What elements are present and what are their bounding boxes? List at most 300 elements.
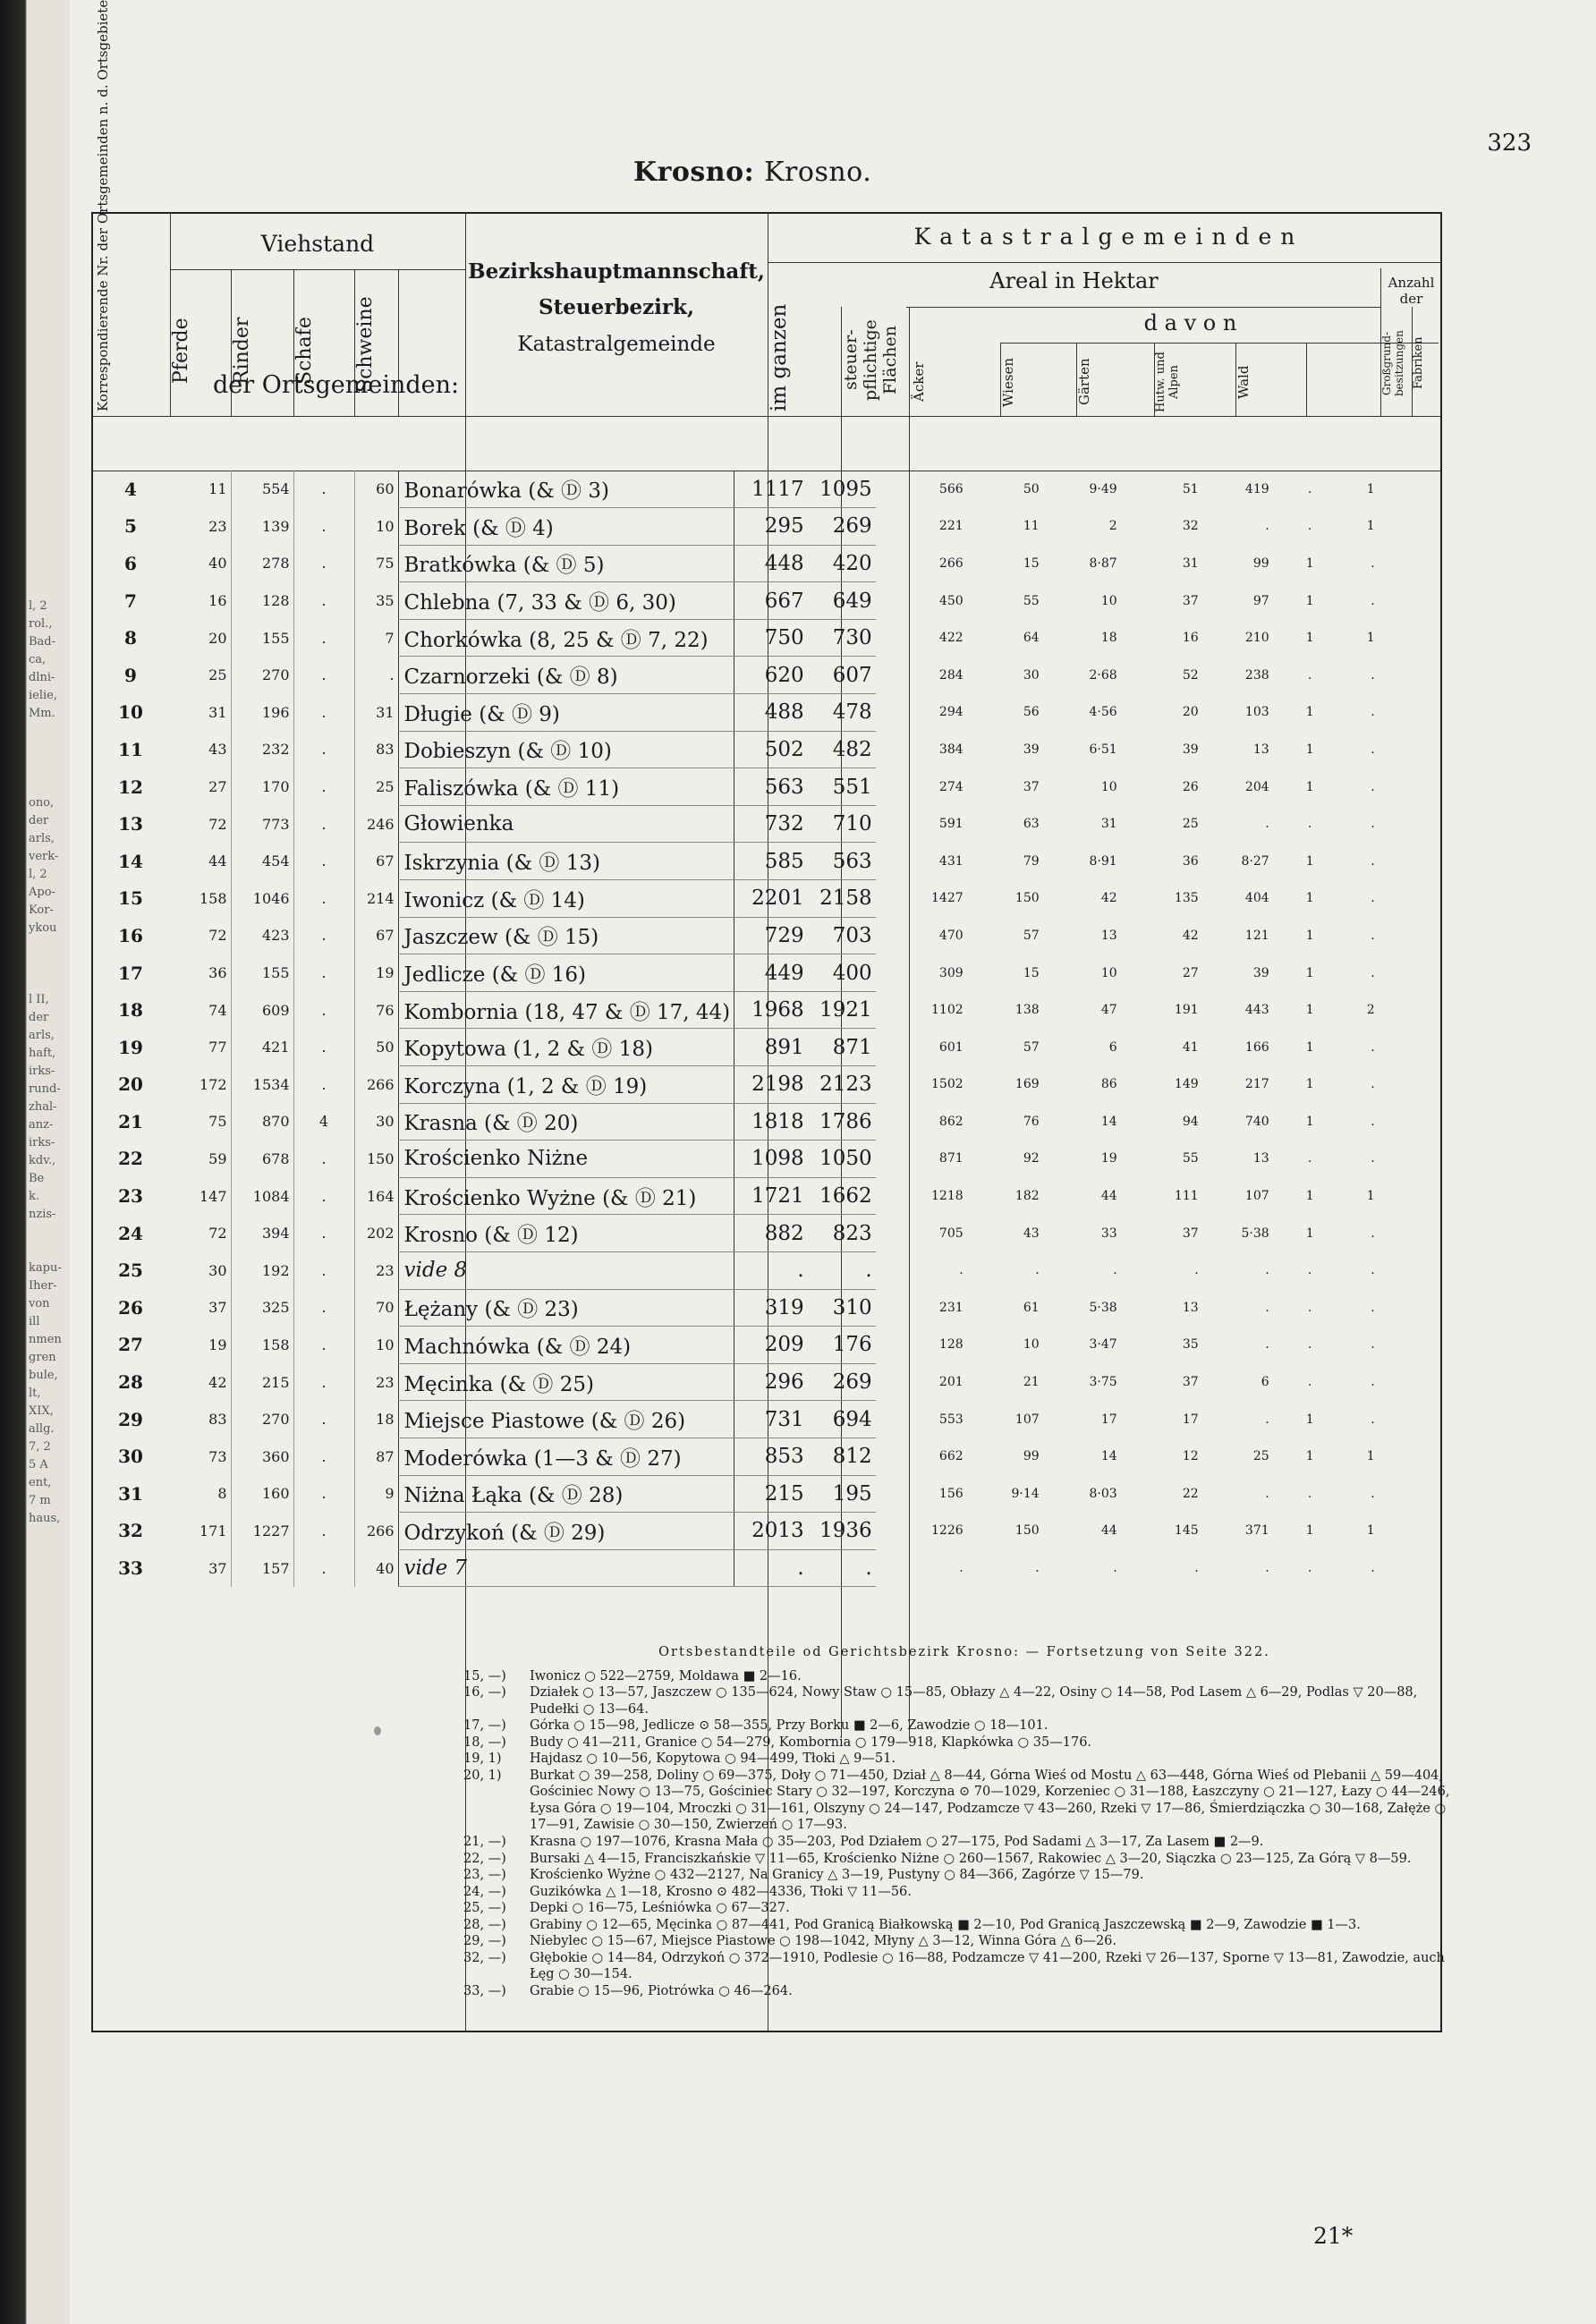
cell-sw: 40 — [376, 1559, 395, 1577]
data-table — [91, 471, 1409, 1587]
cell-wald: 13 — [1252, 1151, 1269, 1166]
cell-wie: 92 — [1023, 1151, 1040, 1166]
cell-wald: 217 — [1244, 1077, 1269, 1092]
cell-wald: . — [1265, 1412, 1269, 1427]
cell-ri: 423 — [231, 917, 293, 954]
cell-pf: 27 — [170, 768, 231, 806]
cell-steuer: 703 — [808, 917, 876, 954]
cell-name: Machnówka (& Ⓓ 24) — [398, 1327, 734, 1364]
cell-steuer: 649 — [808, 582, 876, 620]
table-row — [91, 1215, 1409, 1252]
cell-pf: 74 — [170, 991, 231, 1029]
cell-pf: 40 — [170, 545, 231, 582]
cell-fab: . — [1371, 1114, 1375, 1129]
note-text: Burkat ○ 39—258, Doliny ○ 69—375, Doły ○ 71—450, Dział △ 8—44, Górna Wieś od Mostu △ 63—448, Górna Wieś od Plebanii △ 59—404, Gościniec Nowy ○ 13—75, Gościniec Stary ○ 32—197, Korczyna ⊙ 70—1029, Korzeniec ○ 31—188, Łaszczyny ○ 21—127, Łazy ○ 44—246, Łysa Góra ○ 19—104, Mroczki ○ 31—161, Olszyny ○ 24—147, Podzamcze ▽ 43—260, Rzeki ▽ 17—86, Śmierdziączka ○ 30—168, Załęże ○ 17—91, Zawisie ○ 30—150, Zwierzeń ○ 17—93. — [530, 1768, 1450, 1833]
note-text: Grabiny ○ 12—65, Męcinka ○ 87—441, Pod Granicą Białkowską ■ 2—10, Pod Granicą Jaszczewską ■ 2—9, Zawodzie ■ 1—3. — [530, 1917, 1361, 1932]
cell-wald: . — [1265, 1486, 1269, 1501]
cell-wald: . — [1265, 1337, 1269, 1353]
cell-ri: 421 — [231, 1029, 293, 1066]
davon-header: d a v o n — [1143, 310, 1237, 335]
margin-scrap-text: ielie, — [29, 689, 57, 702]
cell-sw: 150 — [366, 1149, 395, 1167]
cell-ganzen: 563 — [734, 768, 808, 806]
cell-gro: 1 — [1305, 1003, 1314, 1018]
table-row — [91, 1549, 1409, 1587]
note-key: 32, —) — [463, 1950, 506, 1965]
cell-ganzen: 295 — [734, 508, 808, 546]
note-line — [463, 1735, 1465, 1751]
cell-fab: . — [1371, 1226, 1375, 1241]
cell-gro: 1 — [1305, 556, 1314, 571]
cell-gro: . — [1307, 1337, 1312, 1353]
cell-fab: . — [1371, 1263, 1375, 1278]
cell-sw: 246 — [366, 815, 395, 833]
note-text: Hajdasz ○ 10—56, Kopytowa ○ 94—499, Tłoki △ 9—51. — [530, 1751, 896, 1767]
cell-gro: 1 — [1305, 1189, 1314, 1204]
cell-ganzen: 2198 — [734, 1066, 808, 1104]
cell-gar: 33 — [1100, 1226, 1117, 1241]
margin-scrap-text: haft, — [29, 1047, 56, 1060]
cell-wie: 11 — [1023, 519, 1040, 534]
cell-ganzen: . — [734, 1549, 808, 1587]
cell-hut: 145 — [1174, 1523, 1199, 1539]
cell-sw: 31 — [376, 703, 395, 721]
cell-gar: 86 — [1100, 1077, 1117, 1092]
cell-gro: 1 — [1305, 1412, 1314, 1427]
cell-gro: . — [1307, 1300, 1312, 1315]
cell-hut: 13 — [1182, 1300, 1199, 1315]
cell-ack: 231 — [938, 1300, 964, 1315]
cell-sc: . — [293, 954, 354, 992]
margin-scrap-text: anz- — [29, 1118, 54, 1132]
cell-name: vide 8 — [398, 1251, 734, 1289]
note-key: 33, —) — [463, 1983, 506, 1998]
cell-ri: 160 — [231, 1475, 293, 1513]
cell-name: Krościenko Wyżne (& Ⓓ 21) — [398, 1177, 734, 1215]
cell-sc: . — [293, 619, 354, 657]
cell-ganzen: 449 — [734, 954, 808, 992]
table-row — [91, 657, 1409, 694]
cell-steuer: 823 — [808, 1215, 876, 1252]
cell-fab: . — [1371, 556, 1375, 571]
cell-gar: 14 — [1100, 1114, 1117, 1129]
cell-wald: . — [1265, 519, 1269, 534]
cell-pf: 25 — [170, 657, 231, 694]
cell-sc: . — [293, 1141, 354, 1178]
cell-pf: 59 — [170, 1141, 231, 1178]
cell-ack: 284 — [938, 667, 964, 683]
cell-nr: 24 — [118, 1222, 143, 1244]
margin-scrap-text: l II, — [29, 993, 49, 1006]
cell-sc: . — [293, 545, 354, 582]
cell-wie: 79 — [1023, 853, 1040, 869]
margin-scrap-text: arls, — [29, 1029, 55, 1042]
cell-ganzen: 215 — [734, 1475, 808, 1513]
cell-wald: 25 — [1252, 1449, 1269, 1464]
cell-gro: . — [1307, 1263, 1312, 1278]
rinder-header: Rinder — [231, 317, 253, 386]
cell-nr: 19 — [118, 1036, 143, 1058]
cell-wie: 9·14 — [1011, 1486, 1040, 1501]
cell-ack: 1218 — [931, 1189, 964, 1204]
cell-name: Chlebna (7, 33 & Ⓓ 6, 30) — [398, 582, 734, 620]
cell-sw: 18 — [376, 1411, 395, 1429]
cell-nr: 8 — [124, 627, 137, 649]
margin-scrap-text: gren — [29, 1351, 56, 1364]
cell-nr: 14 — [118, 850, 143, 872]
cell-pf: 42 — [170, 1363, 231, 1401]
cell-wie: 138 — [1014, 1003, 1040, 1018]
pferde-header: Pferde — [170, 318, 192, 385]
cell-gro: . — [1307, 1561, 1312, 1576]
cell-ri: 270 — [231, 657, 293, 694]
margin-scrap-text: Apo- — [29, 886, 55, 899]
cell-pf: 44 — [170, 843, 231, 880]
cell-gro: 1 — [1305, 1449, 1314, 1464]
korr-nr-header: Korrespondierende Nr. der Ortsgemeinden n. d. Ortsgebiete — [95, 0, 111, 411]
cell-wie: 63 — [1023, 817, 1040, 832]
cell-wie: . — [1035, 1263, 1040, 1278]
cell-fab: 1 — [1366, 1523, 1375, 1539]
cell-name: Głowienka — [398, 805, 734, 843]
cell-sw: 23 — [376, 1373, 395, 1391]
cell-nr: 21 — [118, 1110, 143, 1132]
cell-steuer: 730 — [808, 619, 876, 657]
cell-gar: 6·51 — [1089, 742, 1117, 757]
cell-ri: 155 — [231, 954, 293, 992]
cell-fab: 1 — [1366, 481, 1375, 496]
cell-nr: 12 — [118, 776, 143, 798]
cell-fab: . — [1371, 593, 1375, 608]
cell-gar: 14 — [1100, 1449, 1117, 1464]
cell-ri: 1227 — [231, 1513, 293, 1550]
cell-nr: 30 — [118, 1446, 143, 1468]
cell-hut: 32 — [1182, 519, 1199, 534]
table-row — [91, 805, 1409, 843]
cell-steuer: 1921 — [808, 991, 876, 1029]
cell-sc: . — [293, 1401, 354, 1438]
cell-wald: 13 — [1252, 742, 1269, 757]
cell-ri: 158 — [231, 1327, 293, 1364]
cell-steuer: 812 — [808, 1438, 876, 1475]
note-text: Budy ○ 41—211, Granice ○ 54—279, Kombornia ○ 179—918, Klapkówka ○ 35—176. — [530, 1735, 1092, 1750]
cell-fab: 1 — [1366, 1449, 1375, 1464]
cell-wie: 15 — [1023, 965, 1040, 980]
wald-header: Wald — [1235, 365, 1252, 399]
running-head-bold: Krosno: — [633, 157, 755, 188]
cell-fab: . — [1371, 1077, 1375, 1092]
cell-gro: . — [1307, 1151, 1312, 1166]
cell-wie: 107 — [1014, 1412, 1040, 1427]
cell-gro: 1 — [1305, 1226, 1314, 1241]
cell-nr: 32 — [118, 1520, 143, 1542]
note-text: Depki ○ 16—75, Leśniówka ○ 67—327. — [530, 1901, 790, 1916]
table-row — [91, 508, 1409, 546]
cell-steuer: 478 — [808, 694, 876, 732]
cell-ganzen: 731 — [734, 1401, 808, 1438]
cell-ri: 870 — [231, 1103, 293, 1141]
cell-wald: 210 — [1244, 631, 1269, 646]
cell-ganzen: 1117 — [734, 471, 808, 508]
cell-nr: 6 — [124, 552, 137, 574]
cell-ri: 394 — [231, 1215, 293, 1252]
cell-pf: 8 — [170, 1475, 231, 1513]
cell-ri: 773 — [231, 805, 293, 843]
page-number: 323 — [1487, 130, 1532, 157]
table-row — [91, 731, 1409, 768]
table-row — [91, 1513, 1409, 1550]
note-line — [463, 1668, 1465, 1685]
cell-fab: . — [1371, 891, 1375, 906]
cell-wald: 443 — [1244, 1003, 1269, 1018]
cell-wie: 37 — [1023, 779, 1040, 794]
cell-name: Kopytowa (1, 2 & Ⓓ 18) — [398, 1029, 734, 1066]
note-text: Niebylec ○ 15—67, Miejsce Piastowe ○ 198—1042, Młyny △ 3—12, Winna Góra △ 6—26. — [530, 1934, 1117, 1949]
cell-pf: 11 — [170, 471, 231, 508]
cell-nr: 7 — [124, 589, 137, 612]
cell-name: Bonarówka (& Ⓓ 3) — [398, 471, 734, 508]
cell-name: Iskrzynia (& Ⓓ 13) — [398, 843, 734, 880]
cell-nr: 31 — [118, 1482, 143, 1505]
cell-ri: 128 — [231, 582, 293, 620]
cell-steuer: 1786 — [808, 1103, 876, 1141]
note-key: 24, —) — [463, 1884, 506, 1899]
cell-wie: 150 — [1014, 1523, 1040, 1539]
cell-name: Jedlicze (& Ⓓ 16) — [398, 954, 734, 992]
cell-sc: . — [293, 991, 354, 1029]
cell-steuer: 176 — [808, 1327, 876, 1364]
cell-gar: 10 — [1100, 965, 1117, 980]
cell-pf: 83 — [170, 1401, 231, 1438]
cell-gro: 1 — [1305, 779, 1314, 794]
margin-scrap-text: 5 A — [29, 1458, 48, 1472]
katastral-header: K a t a s t r a l g e m e i n d e n — [913, 224, 1296, 250]
cell-sw: 7 — [385, 629, 395, 647]
cell-name: Krosno (& Ⓓ 12) — [398, 1215, 734, 1252]
cell-fab: . — [1371, 1486, 1375, 1501]
cell-hut: 149 — [1174, 1077, 1199, 1092]
cell-sw: 23 — [376, 1261, 395, 1279]
margin-scrap-text: nmen — [29, 1333, 62, 1346]
cell-sc: . — [293, 694, 354, 732]
cell-gro: 1 — [1305, 1114, 1314, 1129]
table-row — [91, 1289, 1409, 1327]
margin-scrap-text: von — [29, 1297, 50, 1310]
table-row — [91, 545, 1409, 582]
cell-ganzen: 319 — [734, 1289, 808, 1327]
bezirk-header: Bezirkshauptmannschaft, — [468, 259, 765, 284]
cell-wie: 56 — [1023, 705, 1040, 720]
note-line — [463, 1950, 1465, 1983]
cell-fab: . — [1371, 1300, 1375, 1315]
aecker-header: Äcker — [911, 361, 927, 403]
running-head-text: Krosno. — [764, 157, 872, 188]
cell-wald: 740 — [1244, 1114, 1269, 1129]
cell-hut: 37 — [1182, 1375, 1199, 1390]
cell-fab: 1 — [1366, 631, 1375, 646]
cell-pf: 30 — [170, 1251, 231, 1289]
cell-ack: 1427 — [931, 891, 964, 906]
margin-scrap-text: kdv., — [29, 1154, 56, 1167]
note-key: 21, —) — [463, 1835, 506, 1850]
cell-steuer: . — [808, 1251, 876, 1289]
cell-gar: 17 — [1100, 1412, 1117, 1427]
table-row — [91, 1177, 1409, 1215]
cell-gar: 8·91 — [1089, 853, 1117, 869]
cell-pf: 77 — [170, 1029, 231, 1066]
cell-ri: 232 — [231, 731, 293, 768]
cell-gar: 3·75 — [1089, 1375, 1117, 1390]
cell-pf: 31 — [170, 694, 231, 732]
cell-ack: 309 — [938, 965, 964, 980]
margin-scrap-text: Mm. — [29, 707, 55, 720]
cell-ganzen: 448 — [734, 545, 808, 582]
cell-wie: 99 — [1023, 1449, 1040, 1464]
cell-name: Krościenko Niżne — [398, 1141, 734, 1178]
cell-ri: 554 — [231, 471, 293, 508]
margin-scrap-text: verk- — [29, 850, 59, 863]
cell-wald: 107 — [1244, 1189, 1269, 1204]
cell-name: Miejsce Piastowe (& Ⓓ 26) — [398, 1401, 734, 1438]
cell-gar: 47 — [1100, 1003, 1117, 1018]
kat-header: Katastralgemeinde — [517, 333, 716, 356]
margin-scrap-text: irks- — [29, 1064, 55, 1078]
cell-steuer: 607 — [808, 657, 876, 694]
note-line — [463, 1867, 1465, 1884]
cell-gar: 44 — [1100, 1523, 1117, 1539]
cell-name: Męcinka (& Ⓓ 25) — [398, 1363, 734, 1401]
margin-scraps — [27, 0, 70, 2324]
note-text: Górka ○ 15—98, Jedlicze ⊙ 58—355, Przy Borku ■ 2—6, Zawodzie ○ 18—101. — [530, 1718, 1048, 1734]
cell-ganzen: 296 — [734, 1363, 808, 1401]
cell-gro: . — [1307, 1375, 1312, 1390]
cell-hut: 12 — [1182, 1449, 1199, 1464]
cell-sc: . — [293, 731, 354, 768]
cell-gar: 9·49 — [1089, 481, 1117, 496]
margin-scrap-text: l, 2 — [29, 599, 47, 613]
cell-wie: 15 — [1023, 556, 1040, 571]
cell-ri: 270 — [231, 1401, 293, 1438]
cell-ack: . — [959, 1561, 964, 1576]
gaerten-header: Gärten — [1076, 358, 1092, 406]
cell-pf: 37 — [170, 1289, 231, 1327]
cell-ri: 1084 — [231, 1177, 293, 1215]
cell-ganzen: 1968 — [734, 991, 808, 1029]
cell-nr: 26 — [118, 1296, 143, 1319]
cell-fab: 1 — [1366, 1189, 1375, 1204]
note-key: 22, —) — [463, 1851, 506, 1866]
cell-gro: . — [1307, 481, 1312, 496]
margin-scrap-text: Iher- — [29, 1279, 57, 1293]
cell-hut: 31 — [1182, 556, 1199, 571]
cell-ack: 294 — [938, 705, 964, 720]
margin-scrap-text: irks- — [29, 1136, 55, 1149]
margin-scrap-text: 7 m — [29, 1494, 51, 1507]
cell-gro: 1 — [1305, 928, 1314, 943]
note-key: 15, —) — [463, 1668, 506, 1684]
cell-fab: . — [1371, 1375, 1375, 1390]
cell-hut: 52 — [1182, 667, 1199, 683]
cell-wald: 419 — [1244, 481, 1269, 496]
cell-wie: 57 — [1023, 1039, 1040, 1055]
cell-wald: 8·27 — [1241, 853, 1269, 869]
cell-wie: 21 — [1023, 1375, 1040, 1390]
cell-ri: 170 — [231, 768, 293, 806]
cell-ack: 705 — [938, 1226, 964, 1241]
cell-wald: 39 — [1252, 965, 1269, 980]
cell-wald: 404 — [1244, 891, 1269, 906]
cell-ri: 155 — [231, 619, 293, 657]
note-line — [463, 1768, 1465, 1834]
cell-fab: . — [1371, 1337, 1375, 1353]
cell-ack: 553 — [938, 1412, 964, 1427]
cell-ganzen: 882 — [734, 1215, 808, 1252]
cell-pf: 36 — [170, 954, 231, 992]
cell-nr: 5 — [124, 515, 137, 538]
cell-wie: 61 — [1023, 1300, 1040, 1315]
table-row — [91, 880, 1409, 918]
cell-ganzen: 1721 — [734, 1177, 808, 1215]
cell-ganzen: 488 — [734, 694, 808, 732]
table-row — [91, 917, 1409, 954]
cell-sc: . — [293, 582, 354, 620]
cell-ack: 662 — [938, 1449, 964, 1464]
cell-pf: 72 — [170, 805, 231, 843]
cell-name: Korczyna (1, 2 & Ⓓ 19) — [398, 1066, 734, 1104]
margin-scrap-text: dlni- — [29, 671, 55, 684]
running-head — [633, 157, 871, 188]
cell-sw: 75 — [376, 555, 395, 573]
cell-hut: 27 — [1182, 965, 1199, 980]
table-row — [91, 1066, 1409, 1104]
cell-fab: . — [1371, 965, 1375, 980]
cell-gar: 8·87 — [1089, 556, 1117, 571]
cell-fab: . — [1371, 928, 1375, 943]
cell-steuer: 1662 — [808, 1177, 876, 1215]
cell-name: Moderówka (1—3 & Ⓓ 27) — [398, 1438, 734, 1475]
cell-pf: 20 — [170, 619, 231, 657]
cell-pf: 72 — [170, 1215, 231, 1252]
cell-nr: 27 — [118, 1334, 143, 1356]
table-row — [91, 694, 1409, 732]
cell-ganzen: 620 — [734, 657, 808, 694]
table-row — [91, 954, 1409, 992]
cell-pf: 75 — [170, 1103, 231, 1141]
cell-sw: 60 — [376, 480, 395, 498]
cell-fab: . — [1371, 817, 1375, 832]
cell-hut: 26 — [1182, 779, 1199, 794]
ganzen-header: im ganzen — [768, 303, 791, 411]
cell-name: Łężany (& Ⓓ 23) — [398, 1289, 734, 1327]
cell-wie: 169 — [1014, 1077, 1040, 1092]
table-row — [91, 1401, 1409, 1438]
cell-steuer: 269 — [808, 1363, 876, 1401]
cell-ganzen: 750 — [734, 619, 808, 657]
cell-sc: . — [293, 1177, 354, 1215]
cell-hut: 135 — [1174, 891, 1199, 906]
margin-scrap-text: XIX, — [29, 1404, 54, 1418]
cell-pf: 16 — [170, 582, 231, 620]
cell-fab: . — [1371, 779, 1375, 794]
margin-scrap-text: der — [29, 1011, 49, 1024]
note-key: 23, —) — [463, 1868, 506, 1883]
cell-ack: 470 — [938, 928, 964, 943]
cell-sc: . — [293, 657, 354, 694]
cell-steuer: 1936 — [808, 1513, 876, 1550]
note-text: Głębokie ○ 14—84, Odrzykoń ○ 372—1910, Podlesie ○ 16—88, Podzamcze ▽ 41—200, Rzeki ▽ 26—137, Sporne ▽ 13—81, Zawodzie, auch Łęg ○ 30—154. — [530, 1950, 1445, 1982]
cell-nr: 13 — [118, 813, 143, 835]
cell-name: Jaszczew (& Ⓓ 15) — [398, 917, 734, 954]
